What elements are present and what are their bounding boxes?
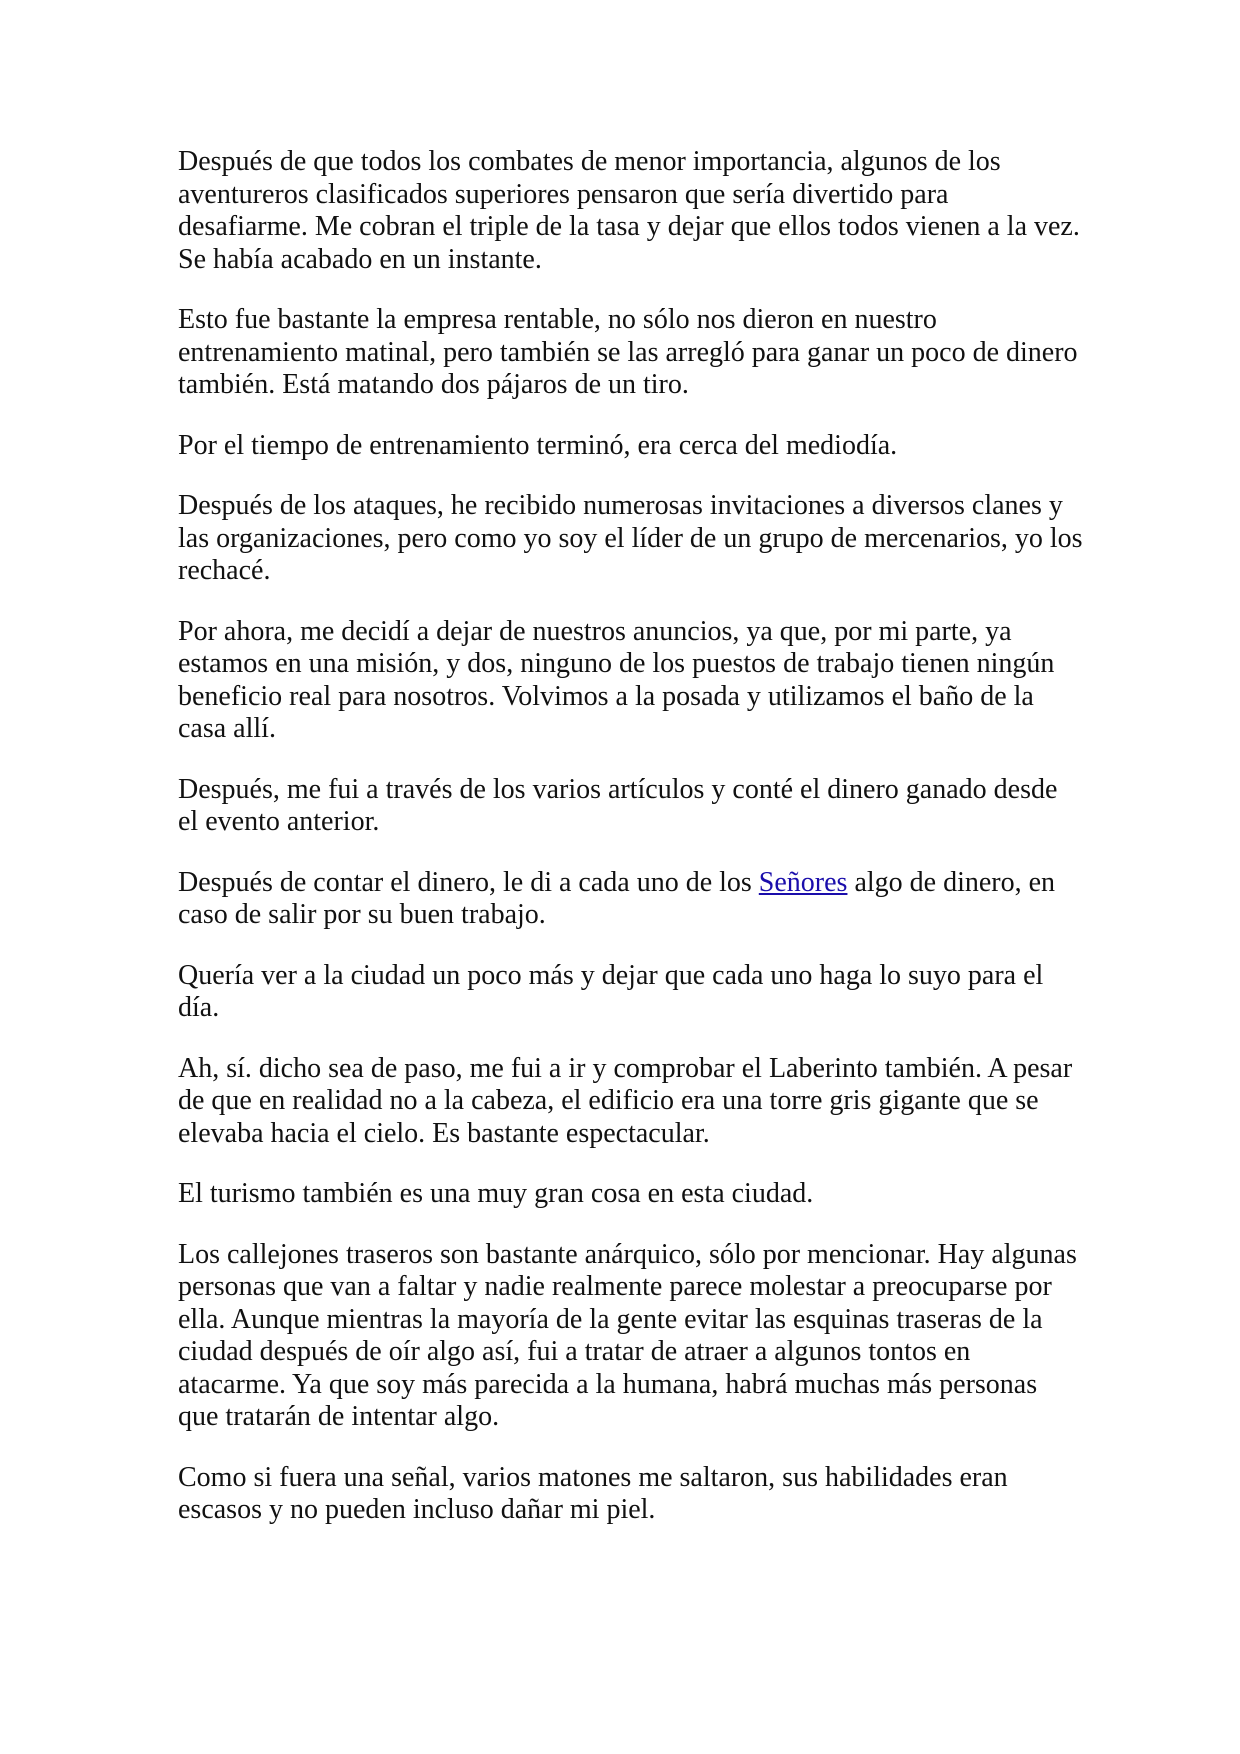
paragraph: Ah, sí. dicho sea de paso, me fui a ir y comprobar el Laberinto también. A pesar de que en realidad no a la cabeza, el edificio era una torre gris gigante que se elevaba hacia el cielo. Es bastante espectacular.: [178, 1052, 1073, 1149]
paragraph: Los callejones traseros son bastante anárquico, sólo por mencionar. Hay algunas personas que van a faltar y nadie realmente parece molestar a preocuparse por ella. Aunque mientras la mayoría de la gente evitar las esquinas traseras de la ciudad después de oír algo así, fui a tratar de atraer a algunos tontos en atacarme. Ya que soy más parecida a la humana, habrá muchas más personas que tratarán de intentar algo.: [178, 1238, 1077, 1432]
paragraph-with-link: [178, 867, 1083, 932]
paragraph: Después de los ataques, he recibido numerosas invitaciones a diversos clanes y las organizaciones, pero como yo soy el líder de un grupo de mercenarios, yo los rechacé.: [178, 490, 1083, 586]
paragraph: Como si fuera una señal, varios matones me saltaron, sus habilidades eran escasos y no pueden incluso dañar mi piel.: [178, 1461, 1008, 1525]
paragraph: Por el tiempo de entrenamiento terminó, era cerca del mediodía.: [178, 429, 898, 461]
paragraph: Después, me fui a través de los varios artículos y conté el dinero ganado desde el evento anterior.: [178, 773, 1058, 837]
paragraph-text-after-link: algo de dinero, en caso de salir por su buen trabajo.: [178, 866, 1056, 930]
senores-link[interactable]: Señores: [758, 866, 848, 898]
paragraph-text-before-link: Después de contar el dinero, le di a cada uno de los: [178, 866, 759, 898]
paragraph: Por ahora, me decidí a dejar de nuestros anuncios, ya que, por mi parte, ya estamos en una misión, y dos, ninguno de los puestos de trabajo tienen ningún beneficio real para nosotros. Volvimos a la posada y utilizamos el baño de la casa allí.: [178, 615, 1055, 744]
paragraph: Después de que todos los combates de menor importancia, algunos de los aventureros clasificados superiores pensaron que sería divertido para desafiarme. Me cobran el triple de la tasa y dejar que ellos todos vienen a la vez. Se había acabado en un instante.: [178, 146, 1080, 275]
document-body: [178, 146, 1083, 1555]
paragraph: El turismo también es una muy gran cosa en esta ciudad.: [178, 1178, 814, 1209]
paragraph: Esto fue bastante la empresa rentable, no sólo nos dieron en nuestro entrenamiento matinal, pero también se las arregló para ganar un poco de dinero también. Está matando dos pájaros de un tiro.: [178, 304, 1078, 400]
paragraph: Quería ver a la ciudad un poco más y dejar que cada uno haga lo suyo para el día.: [178, 959, 1044, 1023]
